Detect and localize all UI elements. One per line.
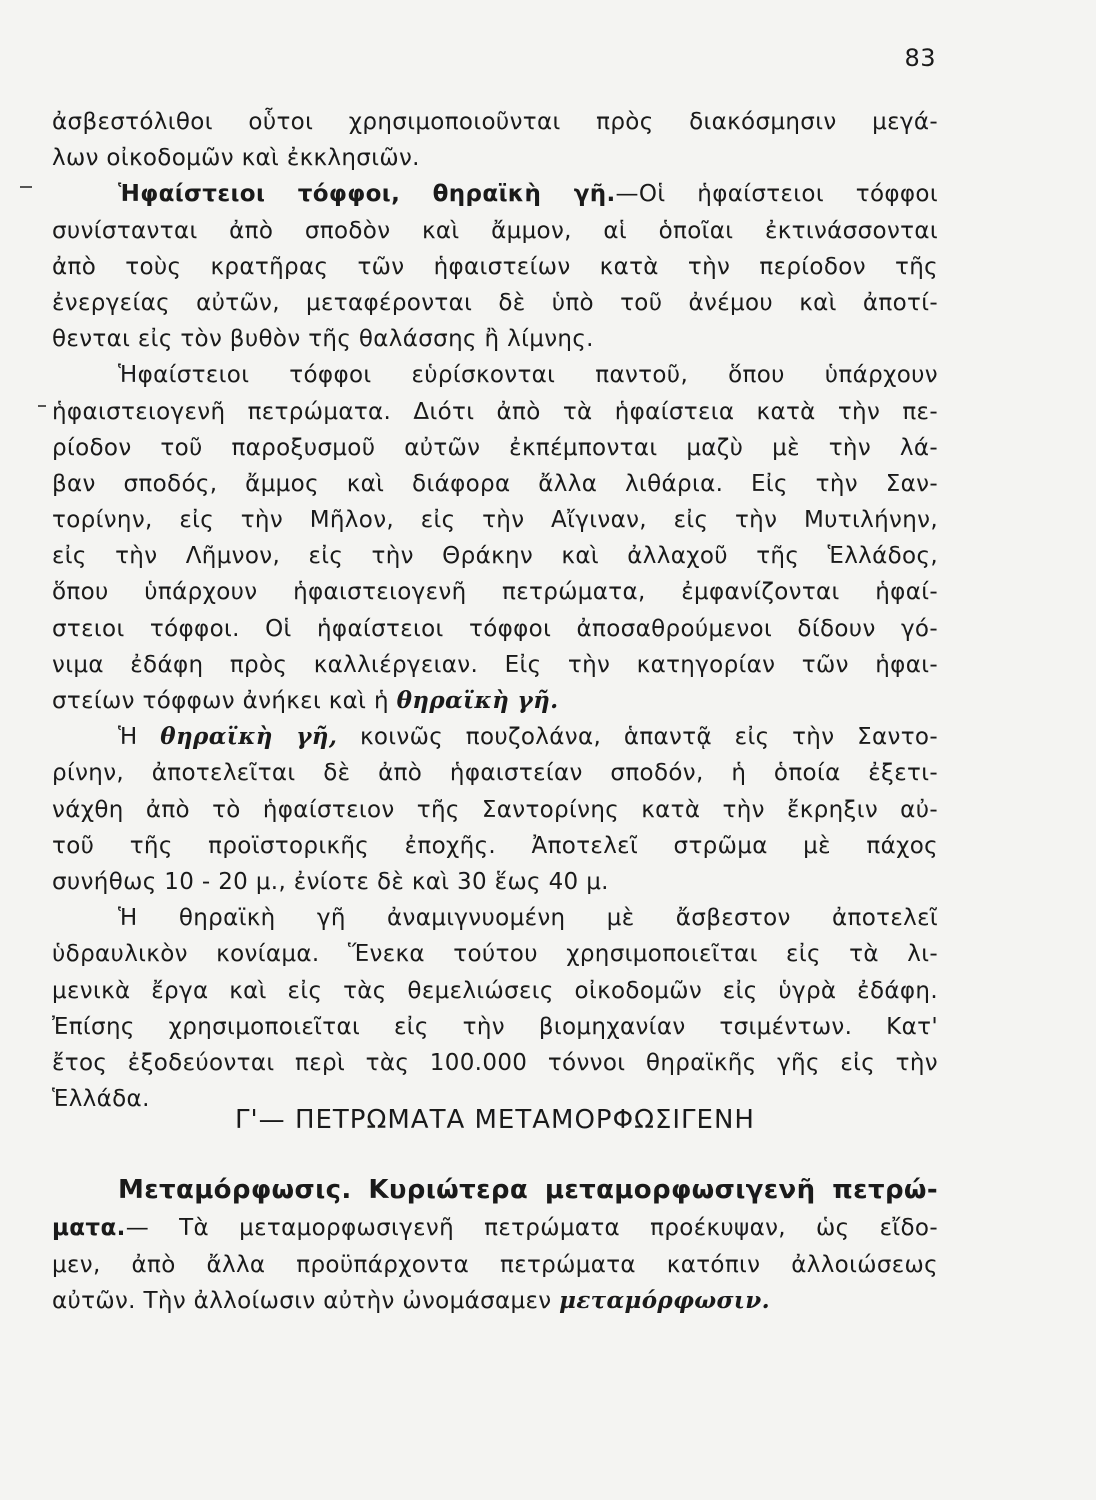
text-line: μεν, ἀπὸ ἄλλα προϋπάρχοντα πετρώματα κατόπιν ἀλλοιώσεως <box>52 1251 938 1278</box>
emphasized-term: μεταμόρφωσιν. <box>559 1287 770 1315</box>
text-fragment: κοινῶς πουζολάνα, ἁπαντᾷ εἰς τὴν Σαντο- <box>359 724 938 751</box>
text-line: συνήθως 10 - 20 μ., ἐνίοτε δὲ καὶ 30 ἕως 40 μ. <box>52 868 609 895</box>
text-line: βαν σποδός, ἄμμος καὶ διάφορα ἄλλα λιθάρια. Εἰς τὴν Σαν- <box>52 470 938 497</box>
text-line: ὑδραυλικὸν κονίαμα. Ἕνεκα τούτου χρησιμοποιεῖται εἰς τὰ λι- <box>52 941 938 968</box>
section-heading: Γ'— ΠΕΤΡΩΜΑΤΑ ΜΕΤΑΜΟΡΦΩΣΙΓΕΝΗ <box>235 1105 755 1135</box>
text-line: Ἐπίσης χρησιμοποιεῖται εἰς τὴν βιομηχανίαν τσιμέντων. Κατ' <box>52 1013 938 1040</box>
text-line: λων οἰκοδομῶν καὶ ἐκκλησιῶν. <box>52 145 420 172</box>
paragraph-title: Ἡφαίστειοι τόφφοι, θηραϊκὴ γῆ. <box>118 181 616 208</box>
text-line: τορίνην, εἰς τὴν Μῆλον, εἰς τὴν Αἴγιναν, εἰς τὴν Μυτιλήνην, <box>52 507 938 534</box>
text-line: συνίστανται ἀπὸ σποδὸν καὶ ἄμμον, αἱ ὁποῖαι ἐκτινάσσονται <box>52 217 938 244</box>
emphasized-term: θηραϊκὴ γῆ, <box>160 723 338 751</box>
text-fragment: Ἡ <box>118 724 138 751</box>
text-line <box>52 176 938 212</box>
text-line: τοῦ τῆς προϊστορικῆς ἐποχῆς. Ἀποτελεῖ στρῶμα μὲ πάχος <box>52 832 938 859</box>
text-line: ρίοδον τοῦ παροξυσμοῦ αὐτῶν ἐκπέμπονται μαζὺ μὲ τὴν λά- <box>52 434 938 461</box>
text-fragment: — Τὰ μεταμορφωσιγενῆ πετρώματα προέκυψαν, ὡς εἴδο- <box>125 1215 938 1241</box>
text-line: ἐνεργείας αὐτῶν, μεταφέρονται δὲ ὑπὸ τοῦ ἀνέμου καὶ ἀποτί- <box>52 289 938 316</box>
margin-mark <box>38 405 46 407</box>
text-line: μενικὰ ἔργα καὶ εἰς τὰς θεμελιώσεις οἰκοδομῶν εἰς ὑγρὰ ἐδάφη. <box>52 977 938 1004</box>
text-line: θενται εἰς τὸν βυθὸν τῆς θαλάσσης ἢ λίμνης. <box>52 326 594 353</box>
text-line: νάχθη ἀπὸ τὸ ἡφαίστειον τῆς Σαντορίνης κατὰ τὴν ἔκρηξιν αὐ- <box>52 796 938 823</box>
text-fragment: αὐτῶν. Τὴν ἀλλοίωσιν αὐτὴν ὠνομάσαμεν <box>52 1288 552 1315</box>
text-line <box>52 1210 938 1247</box>
text-fragment: στείων τόφφων ἀνήκει καὶ ἡ <box>52 688 389 714</box>
text-line: ἔτος ἐξοδεύονται περὶ τὰς 100.000 τόννοι θηραϊκῆς γῆς εἰς τὴν <box>52 1049 938 1076</box>
body-text <box>52 1170 938 1320</box>
margin-mark <box>20 186 32 188</box>
text-line: Ἡφαίστειοι τόφφοι εὑρίσκονται παντοῦ, ὅπου ὑπάρχουν <box>118 362 938 389</box>
text-line: νιμα ἐδάφη πρὸς καλλιέργειαν. Εἰς τὴν κατηγορίαν τῶν ἡφαι- <box>52 651 938 678</box>
text-line <box>52 1283 938 1320</box>
text-line: ἀσβεστόλιθοι οὗτοι χρησιμοποιοῦνται πρὸς διακόσμησιν μεγά- <box>52 109 938 135</box>
text-line <box>52 719 938 755</box>
text-line: στειοι τόφφοι. Οἱ ἡφαίστειοι τόφφοι ἀποσαθρούμενοι δίδουν γό- <box>52 615 938 642</box>
text-fragment: —Οἱ ἡφαίστειοι τόφφοι <box>615 181 938 208</box>
text-line: ἀπὸ τοὺς κρατῆρας τῶν ἡφαιστείων κατὰ τὴν περίοδον τῆς <box>52 253 938 280</box>
text-line: ἡφαιστειογενῆ πετρώματα. Διότι ἀπὸ τὰ ἡφαίστεια κατὰ τὴν πε- <box>52 398 938 425</box>
text-line: Ἑλλάδα. <box>52 1086 150 1113</box>
text-line: ρίνην, ἀποτελεῖται δὲ ἀπὸ ἡφαιστείαν σποδόν, ἡ ὁποία ἐξετι- <box>52 760 938 787</box>
text-line <box>52 683 938 719</box>
page-number: 83 <box>904 44 936 72</box>
paragraph-title: ματα. <box>52 1215 126 1241</box>
emphasized-term: θηραϊκὴ γῆ. <box>396 687 559 714</box>
paragraph-title: Μεταμόρφωσις. Κυριώτερα μεταμορφωσιγενῆ πετρώ- <box>118 1175 938 1205</box>
text-line: ὅπου ὑπάρχουν ἡφαιστειογενῆ πετρώματα, ἐμφανίζονται ἡφαί- <box>52 579 938 606</box>
text-line: εἰς τὴν Λῆμνον, εἰς τὴν Θράκην καὶ ἀλλαχοῦ τῆς Ἑλλάδος, <box>52 543 938 570</box>
text-line: Ἡ θηραϊκὴ γῆ ἀναμιγνυομένη μὲ ἄσβεστον ἀποτελεῖ <box>118 905 938 932</box>
body-text <box>52 104 938 1117</box>
